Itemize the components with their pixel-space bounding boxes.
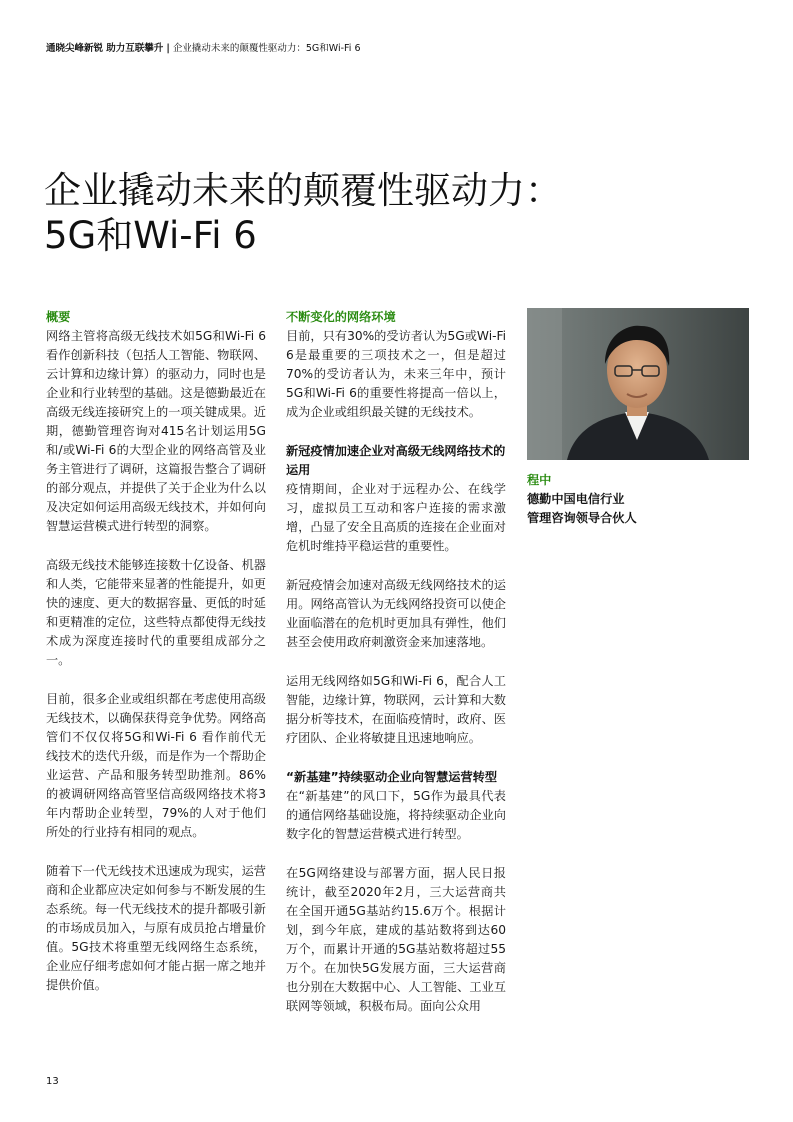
- summary-heading: 概要: [46, 310, 71, 324]
- new-infrastructure-paragraph-1: 在“新基建”的风口下，5G作为最具代表的通信网络基础设施，将持续驱动企业向数字化的智慧运营模式进行转型。: [286, 789, 506, 841]
- page-title-line1: 企业撬动未来的颠覆性驱动力：: [44, 169, 562, 212]
- page-title-line2: 5G和Wi-Fi 6: [44, 214, 257, 257]
- expert-name: 程中: [527, 473, 552, 487]
- portrait-illustration: [527, 308, 749, 460]
- page-title: [44, 168, 764, 258]
- network-environment-heading: 不断变化的网络环境: [286, 310, 396, 324]
- covid-paragraph-1: 疫情期间，企业对于远程办公、在线学习，虚拟员工互动和客户连接的需求激增，凸显了安全且高质的连接在企业面对危机时维持平稳运营的重要性。: [286, 482, 506, 553]
- covid-paragraph-3: 运用无线网络如5G和Wi-Fi 6，配合人工智能，边缘计算，物联网，云计算和大数据分析等技术，在面临疫情时，政府、医疗团队、企业将敏捷且迅速地响应。: [286, 674, 506, 745]
- expert-profile: [527, 471, 757, 528]
- summary-paragraph-4: 随着下一代无线技术迅速成为现实，运营商和企业都应决定如何参与不断发展的生态系统。每一代无线技术的提升都吸引新的市场成员加入，与原有成员抢占增量价值。5G技术将重塑无线网络生态系统，企业应仔细考虑如何才能占据一席之地并提供价值。: [46, 864, 266, 992]
- summary-paragraph-1: 网络主管将高级无线技术如5G和Wi-Fi 6看作创新科技（包括人工智能、物联网、云计算和边缘计算）的驱动力，同时也是企业和行业转型的基础。这是德勤最近在高级无线连接研究上的一项关键成果。近期，德勤管理咨询对415名计划运用5G和/或Wi-Fi 6的大型企业的网络高管及业务主管进行了调研，这篇报告整合了调研的部分观点，并提供了关于企业为什么以及决定如何运用高级无线技术，并如何向智慧运营模式进行转型的洞察。: [46, 329, 266, 533]
- summary-paragraph-3: 目前，很多企业或组织都在考虑使用高级无线技术，以确保获得竞争优势。网络高管们不仅仅将5G和Wi-Fi 6 看作前代无线技术的迭代升级，而是作为一个帮助企业运营、产品和服务转型助推剂。86%的被调研网络高管坚信高级网络技术将3年内帮助企业转型，79%的人对于他们所处的行业持有相同的观点。: [46, 692, 266, 839]
- covid-heading: 新冠疫情加速企业对高级无线网络技术的运用: [286, 444, 506, 477]
- header-series: 通晓尖峰新锐 助力互联攀升: [46, 43, 164, 54]
- running-header: [46, 43, 746, 55]
- portrait-photo: [527, 308, 749, 460]
- column-network: [286, 308, 506, 1036]
- header-chapter: 企业撬动未来的颠覆性驱动力：5G和Wi-Fi 6: [172, 43, 361, 54]
- page-number: 13: [46, 1076, 59, 1087]
- expert-title-line1: 德勤中国电信行业: [527, 492, 625, 506]
- covid-paragraph-2: 新冠疫情会加速对高级无线网络技术的运用。网络高管认为无线网络投资可以使企业面临潜在的危机时更加具有弹性，他们甚至会使用政府刺激资金来加速落地。: [286, 578, 506, 649]
- column-summary: [46, 308, 266, 1015]
- header-separator: |: [166, 43, 170, 54]
- summary-paragraph-2: 高级无线技术能够连接数十亿设备、机器和人类，它能带来显著的性能提升，如更快的速度、更大的数据容量、更低的时延和更精准的定位，这些特点都使得无线技术成为深度连接时代的重要组成部分之一。: [46, 558, 266, 667]
- network-environment-paragraph: 目前，只有30%的受访者认为5G或Wi-Fi 6是最重要的三项技术之一，但是超过70%的受访者认为，未来三年中，预计5G和Wi-Fi 6的重要性将提高一倍以上，成为企业或组织最关键的无线技术。: [286, 329, 506, 419]
- new-infrastructure-paragraph-2: 在5G网络建设与部署方面，据人民日报统计，截至2020年2月，三大运营商共在全国开通5G基站约15.6万个。根据计划，到今年底，建成的基站数将到达60万个，而累计开通的5G基站数将超过55万个。在加快5G发展方面，三大运营商也分别在大数据中心、人工智能、工业互联网等领域，积极布局。面向公众用: [286, 866, 506, 1013]
- new-infrastructure-heading: “新基建”持续驱动企业向智慧运营转型: [286, 770, 498, 784]
- expert-title-line2: 管理咨询领导合伙人: [527, 511, 637, 525]
